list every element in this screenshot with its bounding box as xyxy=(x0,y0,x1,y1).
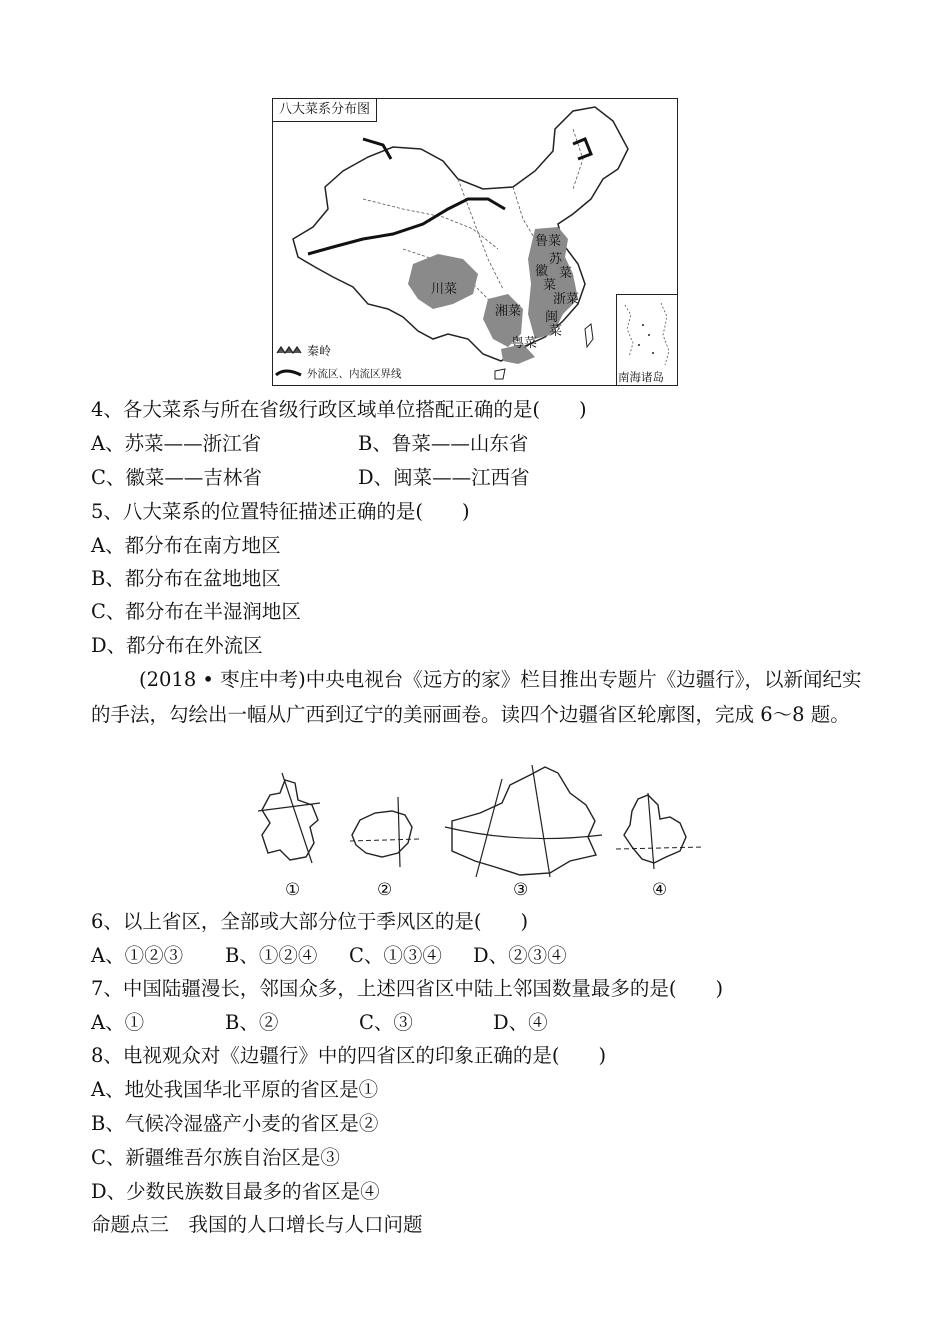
section-heading: 命题点三 我国的人口增长与人口问题 xyxy=(91,1213,423,1236)
intro-paragraph xyxy=(91,662,866,732)
cuisine-map xyxy=(272,98,678,386)
label-xiang: 湘菜 xyxy=(495,304,522,319)
q6-option-a: A、①②③ xyxy=(91,944,184,967)
shape-label-2: ② xyxy=(377,880,393,900)
label-hui-2: 菜 xyxy=(543,278,557,293)
shape-label-4: ④ xyxy=(652,880,668,900)
label-su-1: 苏 xyxy=(549,252,563,267)
q8-option-a: A、地处我国华北平原的省区是① xyxy=(91,1078,379,1101)
q4-option-c: C、徽菜——吉林省 xyxy=(91,466,262,489)
q6-option-c: C、①③④ xyxy=(349,944,442,967)
shape-label-3: ③ xyxy=(513,880,529,900)
q6-option-d: D、②③④ xyxy=(473,944,567,967)
q7-options xyxy=(91,1011,548,1035)
q7-option-d: D、④ xyxy=(493,1011,548,1034)
south-china-sea-inset xyxy=(616,294,677,385)
legend-boundary: 外流区、内流区界线 xyxy=(307,368,402,380)
inset-label: 南海诸岛 xyxy=(618,370,664,384)
province-outlines xyxy=(240,765,720,880)
q8-stem: 8、电视观众对《边疆行》中的四省区的印象正确的是( ) xyxy=(91,1044,607,1067)
q5-option-c: C、都分布在半湿润地区 xyxy=(91,600,301,623)
label-zhe: 浙菜 xyxy=(553,292,580,307)
q4-option-a: A、苏菜——浙江省 xyxy=(91,432,262,455)
label-yue: 粤菜 xyxy=(511,336,538,351)
map-title: 八大菜系分布图 xyxy=(273,99,377,122)
label-min-2: 菜 xyxy=(549,324,563,339)
q7-stem: 7、中国陆疆漫长，邻国众多，上述四省区中陆上邻国数量最多的是( ) xyxy=(91,977,724,1000)
q4-stem: 4、各大菜系与所在省级行政区域单位搭配正确的是( ) xyxy=(91,398,587,421)
label-lu: 鲁菜 xyxy=(535,234,562,249)
shape-label-1: ① xyxy=(285,880,301,900)
q5-option-d: D、都分布在外流区 xyxy=(91,634,263,657)
q4-option-d: D、闽菜——江西省 xyxy=(358,466,530,489)
intro-text: (2018 • 枣庄中考)中央电视台《远方的家》栏目推出专题片《边疆行》，以新闻纪实的手法，勾绘出一幅从广西到辽宁的美丽画卷。读四个边疆省区轮廓图，完成 6～8 题。 xyxy=(91,668,862,726)
label-su-2: 菜 xyxy=(559,266,573,281)
q6-options xyxy=(91,944,567,968)
label-hui-1: 徽 xyxy=(535,264,549,279)
q8-option-d: D、少数民族数目最多的省区是④ xyxy=(91,1180,380,1203)
label-min-1: 闽 xyxy=(545,310,559,325)
q4-option-b: B、鲁菜——山东省 xyxy=(358,432,529,455)
q8-option-c: C、新疆维吾尔族自治区是③ xyxy=(91,1146,340,1169)
q8-option-b: B、气候冷湿盛产小麦的省区是② xyxy=(91,1112,379,1135)
q5-option-b: B、都分布在盆地地区 xyxy=(91,567,281,590)
q5-stem: 5、八大菜系的位置特征描述正确的是( ) xyxy=(91,500,470,523)
q7-option-a: A、① xyxy=(91,1011,145,1034)
label-chuan: 川菜 xyxy=(431,282,458,297)
q6-option-b: B、①②④ xyxy=(225,944,318,967)
q7-option-c: C、③ xyxy=(359,1011,413,1034)
q5-option-a: A、都分布在南方地区 xyxy=(91,534,281,557)
q7-option-b: B、② xyxy=(225,1011,279,1034)
legend-qinling: 秦岭 xyxy=(307,344,332,358)
q6-stem: 6、以上省区，全部或大部分位于季风区的是( ) xyxy=(91,910,529,933)
